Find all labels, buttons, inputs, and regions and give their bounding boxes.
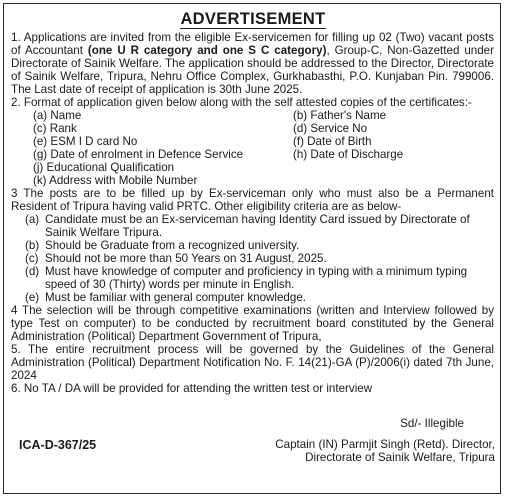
format-row (11, 109, 494, 122)
paragraph-4: 4 The selection will be through competitive examinations (written and Interview followed by type Test on computer) to be conducted by recruitment board constituted by the General Administration (Political) Department Government of Tripura, (11, 304, 494, 343)
title-text: ADVERTISEMENT (180, 10, 326, 28)
criteria-label: (b) (25, 239, 40, 252)
paragraph-5: 5. The entire recruitment process will be governed by the Guidelines of the General Administration (Political) Department Notification No. F. 14(21)-GA (P)/2006(i) dated 7th June, 2024 (11, 343, 494, 382)
paragraph-1-text: 1. Applications are invited from the eligible Ex-servicemen for filling up 02 (Two) vacant posts of Accountant (11, 31, 494, 57)
paragraph-1-category: (one U R category and one S C category) (87, 44, 327, 57)
criteria-text: Candidate must be an Ex-serviceman having Identity Card issued by Directorate of Sainik Welfare Tripura. (45, 213, 470, 239)
criteria-text: Must be familiar with general computer knowledge. (45, 291, 306, 304)
criteria-text: Must have knowledge of computer and proficiency in typing with a minimum typing speed of 30 (Thirty) words per minute in English. (45, 265, 468, 291)
criteria-text: Should be Graduate from a recognized university. (45, 239, 300, 252)
format-row (11, 135, 494, 148)
format-item: (h) Date of Discharge (293, 148, 404, 161)
format-item: (g) Date of enrolment in Defence Service (33, 148, 244, 161)
advertisement-body (11, 31, 494, 395)
format-item: (b) Father's Name (293, 109, 387, 122)
format-item: (c) Rank (33, 122, 77, 135)
format-item: (d) Service No (293, 122, 368, 135)
criteria-item (11, 239, 494, 252)
signatory-name: Captain (IN) Parmjit Singh (Retd). Director, (275, 438, 495, 451)
paragraph-1 (11, 31, 494, 96)
criteria-text: Should not be more than 50 Years on 31 August, 2025. (45, 252, 327, 265)
paragraph-1-text-rest: , Group-C, Non-Gazetted under Directorate of Sainik Welfare. The application should be addressed to the Director, Directorate of Sainik Welfare, Tripura, Nehru Office Complex, Gurkhabasthi, P.O. Kunjaban Pin. 799006. The Last date of receipt of application is 30th June 2025. (11, 44, 494, 96)
advertisement-title (0, 10, 506, 29)
format-row (11, 148, 494, 161)
format-item: (f) Date of Birth (293, 135, 372, 148)
criteria-label: (c) (25, 252, 39, 265)
criteria-item (11, 213, 494, 239)
criteria-label: (e) (25, 291, 40, 304)
criteria-item (11, 252, 494, 265)
format-item: (k) Address with Mobile Number (33, 174, 198, 187)
format-list (11, 109, 494, 187)
paragraph-6: 6. No TA / DA will be provided for attending the written test or interview (11, 382, 373, 395)
criteria-list (11, 213, 494, 304)
signatory-office: Directorate of Sainik Welfare, Tripura (305, 451, 495, 464)
criteria-label: (a) (25, 213, 40, 226)
format-item: (e) ESM I D card No (33, 135, 138, 148)
signature-sd: Sd/- Illegible (400, 417, 464, 430)
criteria-item (11, 291, 494, 304)
format-row (11, 122, 494, 135)
format-item: (j) Educational Qualification (33, 161, 175, 174)
reference-number: ICA-D-367/25 (19, 438, 97, 452)
paragraph-2: 2. Format of application given below along with the self attested copies of the certificates:- (11, 96, 472, 109)
advertisement-footer (0, 408, 506, 488)
criteria-item (11, 265, 494, 291)
paragraph-3: 3 The posts are to be filled up by Ex-serviceman only who must also be a Permanent Resident of Tripura having valid PRTC. Other eligibility criteria are as below- (11, 187, 494, 213)
criteria-label: (d) (25, 265, 40, 278)
format-item: (a) Name (33, 109, 82, 122)
